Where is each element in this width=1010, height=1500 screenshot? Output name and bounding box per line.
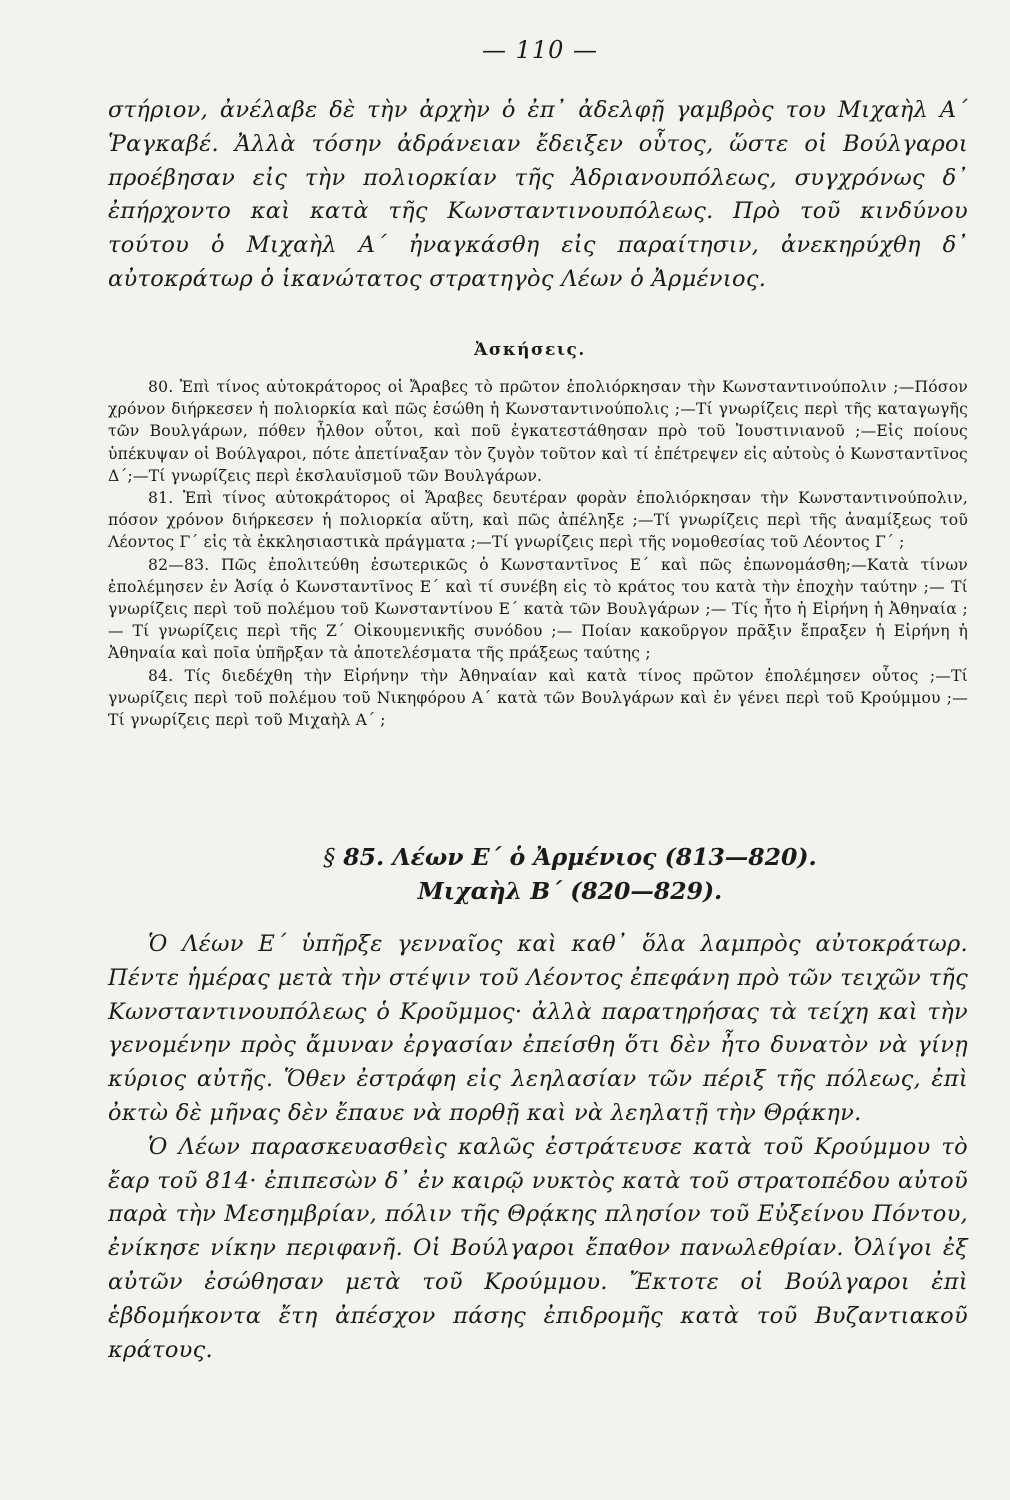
section-title-line-1 [260,840,880,874]
section-heading-leo: 85. Λέων Ε΄ ὁ Ἀρμένιος (813—820). [343,843,817,871]
section-paragraph-2: Ὁ Λέων παρασκευασθεὶς καλῶς ἐστράτευσε κατὰ τοῦ Κρούμμου τὸ ἔαρ τοῦ 814· ἐπιπεσὼν δ᾿ ἐν καιρῷ νυκτὸς κατὰ τοῦ στρατοπέδου αὐτοῦ παρὰ τὴν Μεσημβρίαν, πόλιν τῆς Θρᾴκης πλησίον τοῦ Εὐξείνου Πόντου, ἐνίκησε νίκην περιφανῆ. Οἱ Βούλγαροι ἔπαθον πανωλεθρίαν. Ὀλίγοι ἐξ αὐτῶν ἐσώθησαν μετὰ τοῦ Κρούμμου. Ἔκτοτε οἱ Βούλγαροι ἐπὶ ἑβδομήκοντα ἔτη ἀπέσχον πάσης ἐπιδρομῆς κατὰ τοῦ Βυζαντιακοῦ κράτους. [108,1133,968,1363]
section-heading-michael: Μιχαὴλ Β΄ (820—829). [417,877,723,905]
page-number: — 110 — [481,36,599,64]
exercises-list [108,376,968,731]
exercise-item-81: 81. Ἐπὶ τίνος αὐτοκράτορος οἱ Ἄραβες δευτέραν φορὰν ἐπολιόρκησαν τὴν Κωνσταντινούπολιν, πόσον χρόνον διήρκεσεν ἡ πολιορκία αὕτη, καὶ πῶς ἀπέληξε ;—Τί γνωρίζεις περὶ τῆς ἀναμίξεως τοῦ Λέοντος Γ΄ εἰς τὰ ἐκκλησιαστικὰ πράγματα ;—Τί γνωρίζεις περὶ τῆς νομοθεσίας τοῦ Λέοντος Γ΄ ; [108,489,968,552]
exercise-item-82-83: 82—83. Πῶς ἐπολιτεύθη ἐσωτερικῶς ὁ Κωνσταντῖνος Ε΄ καὶ πῶς ἐπωνομάσθη;—Κατὰ τίνων ἐπολέμησεν ἐν Ἀσίᾳ ὁ Κωνσταντῖνος Ε΄ καὶ τί συνέβη εἰς τὸ κράτος του κατὰ τὴν ἐποχὴν ταύτην ;— Τί γνωρίζεις περὶ τοῦ πολέμου τοῦ Κωνσταντίνου Ε΄ κατὰ τῶν Βουλγάρων ;— Τίς ἦτο ἡ Εἰρήνη ἡ Ἀθηναία ;— Τί γνωρίζεις περὶ τῆς Ζ΄ Οἰκουμενικῆς συνόδου ;— Ποίαν κακοῦργον πρᾶξιν ἔπραξεν ἡ Εἰρήνη ἡ Ἀθηναία καὶ ποῖα ὑπῆρξαν τὰ ἀποτελέσματα τῆς πράξεως ταύτης ; [108,555,968,663]
section-body [108,928,968,1367]
exercise-item-84: 84. Τίς διεδέχθη τὴν Εἰρήνην τὴν Ἀθηναίαν καὶ κατὰ τίνος πρῶτον ἐπολέμησεν οὗτος ;—Τί γνωρίζεις περὶ τοῦ πολέμου τοῦ Νικηφόρου Α΄ κατὰ τῶν Βουλγάρων καὶ ἐν γένει περὶ τοῦ Κρούμμου ;—Τί γνωρίζεις περὶ τοῦ Μιχαὴλ Α΄ ; [108,666,968,730]
intro-paragraph [108,94,968,297]
section-paragraph-1: Ὁ Λέων Ε΄ ὑπῆρξε γενναῖος καὶ καθ᾿ ὅλα λαμπρὸς αὐτοκράτωρ. Πέντε ἡμέρας μετὰ τὴν στέψιν τοῦ Λέοντος ἐπεφάνη πρὸ τῶν τειχῶν τῆς Κωνσταντινουπόλεως ὁ Κροῦμμος· ἀλλὰ παρατηρήσας τὰ τείχη καὶ τὴν γενομένην πρὸς ἄμυναν ἐργασίαν ἐπείσθη ὅτι δὲν ἦτο δυνατὸν νὰ γίνῃ κύριος αὐτῆς. Ὅθεν ἐστράφη εἰς λεηλασίαν τῶν πέριξ τῆς πόλεως, ἐπὶ ὀκτὼ δὲ μῆνας δὲν ἔπαυε νὰ πορθῇ καὶ νὰ λεηλατῇ τὴν Θρᾴκην. [108,931,968,1126]
section-title [260,840,880,908]
intro-paragraph-text: στήριον, ἀνέλαβε δὲ τὴν ἀρχὴν ὁ ἐπ᾿ ἀδελφῇ γαμβρὸς του Μιχαὴλ Α΄ Ῥαγκαβέ. Ἀλλὰ τόσην ἀδράνειαν ἔδειξεν οὗτος, ὥστε οἱ Βούλγαροι προέβησαν εἰς τὴν πολιορκίαν τῆς Ἀδριανουπόλεως, συγχρόνως δ᾿ ἐπήρχοντο καὶ κατὰ τῆς Κωνσταντινουπόλεως. Πρὸ τοῦ κινδύνου τούτου ὁ Μιχαὴλ Α΄ ἠναγκάσθη εἰς παραίτησιν, ἀνεκηρύχθη δ᾿ αὐτοκράτωρ ὁ ἱκανώτατος στρατηγὸς Λέων ὁ Ἀρμένιος. [108,97,968,292]
exercises-heading: Ἀσκήσεις. [474,340,586,360]
exercise-item-80: 80. Ἐπὶ τίνος αὐτοκράτορος οἱ Ἄραβες τὸ πρῶτον ἐπολιόρκησαν τὴν Κωνσταντινούπολιν ;—Πόσον χρόνον διήρκεσεν ἡ πολιορκία καὶ πῶς ἐσώθη ἡ Κωνσταντινούπολις ;—Τί γνωρίζεις περὶ τῆς καταγωγῆς τῶν Βουλγάρων, πόθεν ἦλθον οὗτοι, καὶ ποῦ ἐγκατεστάθησαν πρὸ τοῦ Ἰουστινιανοῦ ;—Εἰς ποίους ὑπέκυψαν οἱ Βούλγαροι, πότε ἀπετίναξαν τὸν ζυγὸν τοῦτον καὶ τί ἐπέτρεψεν εἰς αὐτοὺς ὁ Κωνσταντῖνος Δ΄;—Τί γνωρίζεις περὶ ἐκσλαυϊσμοῦ τῶν Βουλγάρων. [108,378,968,485]
section-symbol: § [323,843,336,871]
